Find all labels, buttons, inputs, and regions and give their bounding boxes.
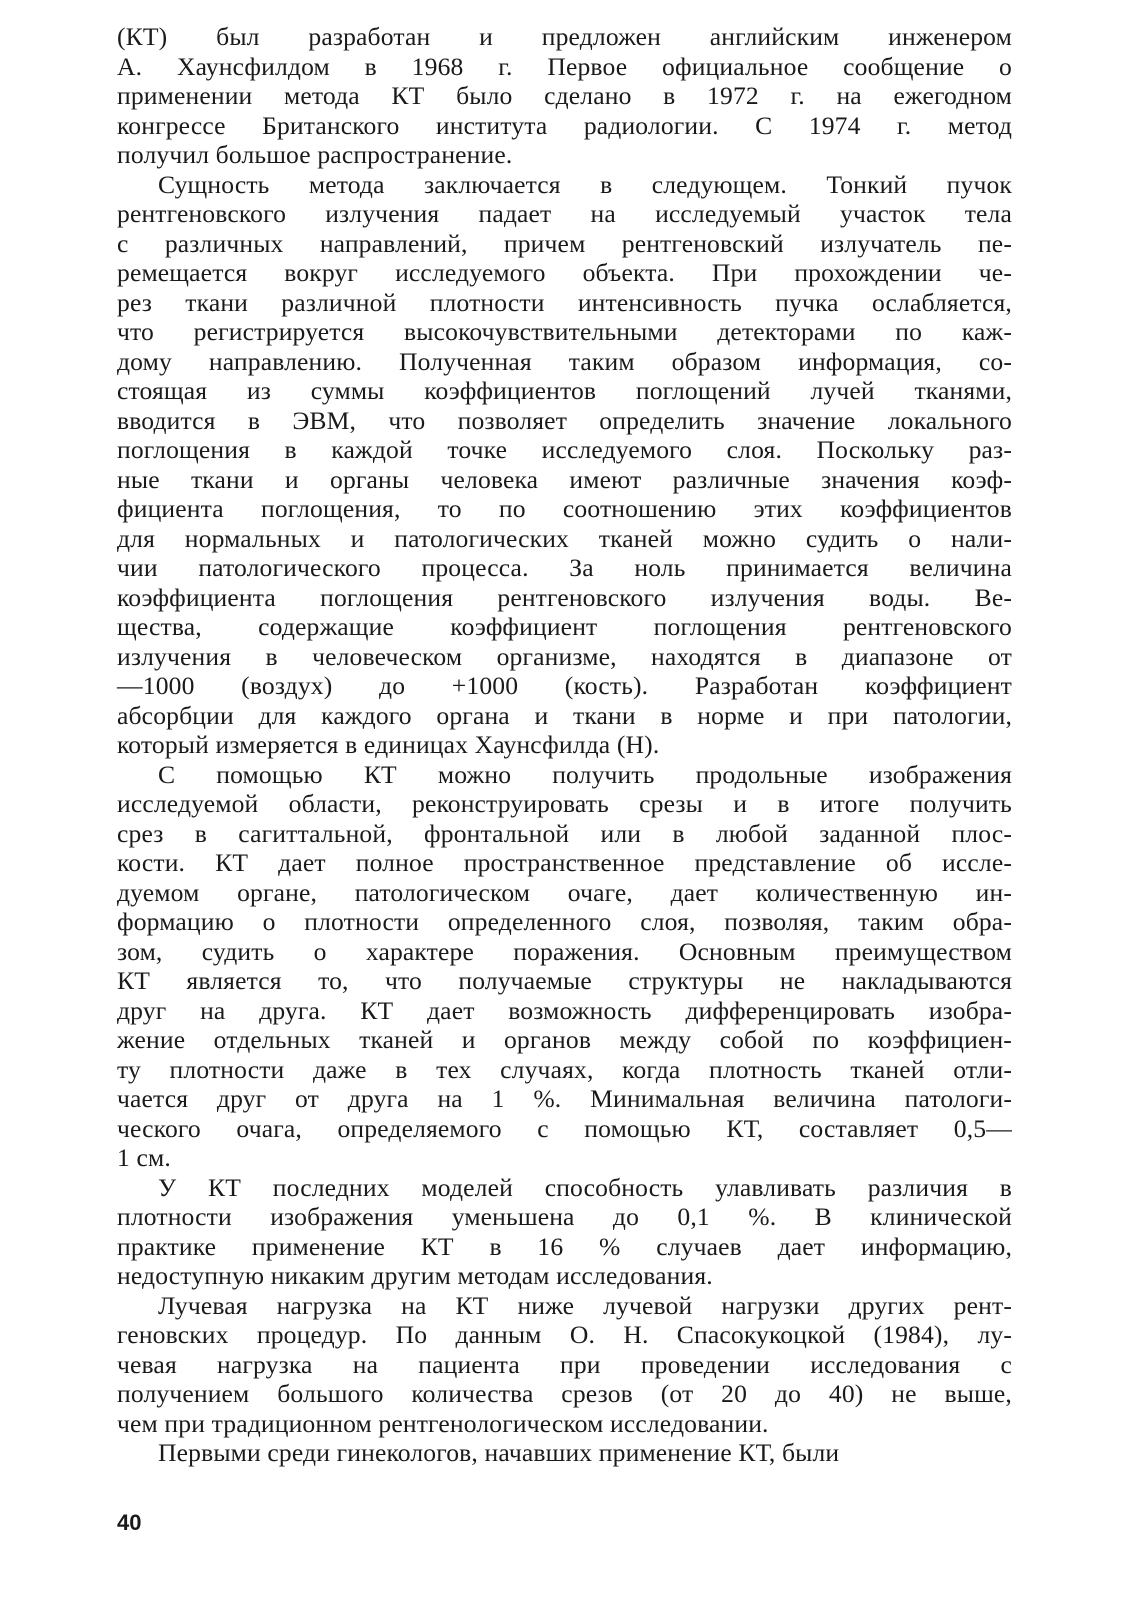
text-line: ту плотности даже в тех случаях, когда плотность тканей отли- [117, 1054, 1012, 1084]
text-line: дому направлению. Полученная таким образом информация, со- [117, 346, 1012, 376]
text-line: Сущность метода заключается в следующем. Тонкий пучок [158, 169, 1012, 199]
text-line: применении метода КТ было сделано в 1972 г. на ежегодном [117, 81, 1012, 110]
text-line: который измеряется в единицах Хаунсфилда (H). [117, 730, 660, 759]
text-line: что регистрируется высокочувствительными детекторами по каж- [117, 317, 1012, 346]
text-line: излучения в человеческом организме, находятся в диапазоне от [117, 641, 1012, 671]
paragraph [117, 1173, 1012, 1291]
text-line: недоступную никаким другим методам исследования. [117, 1261, 713, 1290]
paragraph [117, 760, 1012, 1173]
text-line: (КТ) был разработан и предложен английским инженером [117, 22, 1012, 51]
text-line: рез ткани различной плотности интенсивность пучка ослабляется, [117, 287, 1012, 317]
text-line: поглощения в каждой точке исследуемого слоя. Поскольку раз- [117, 435, 1012, 464]
text-line: ные ткани и органы человека имеют различные значения коэф- [117, 464, 1012, 494]
paragraph [117, 170, 1012, 760]
text-line: дуемом органе, патологическом очаге, дает количественную ин- [117, 877, 1012, 907]
text-line: КТ является то, что получаемые структуры не накладываются [117, 966, 1012, 995]
text-line: чии патологического процесса. За ноль принимается величина [117, 553, 1012, 582]
text-line: вводится в ЭВМ, что позволяет определить значение локального [117, 405, 1012, 435]
text-line: щества, содержащие коэффициент поглощения рентгеновского [117, 612, 1012, 641]
text-line: фициента поглощения, то по соотношению этих коэффициентов [117, 494, 1012, 523]
text-line: стоящая из суммы коэффициентов поглощений лучей тканями, [117, 376, 1012, 405]
text-line: конгрессе Британского института радиологии. С 1974 г. метод [117, 110, 1012, 140]
text-line: Лучевая нагрузка на КТ ниже лучевой нагрузки других рент- [158, 1290, 1012, 1320]
paragraph [117, 1438, 1012, 1468]
text-line: У КТ последних моделей способность улавливать различия в [158, 1172, 1012, 1202]
text-line: получением большого количества срезов (от 20 до 40) не выше, [117, 1379, 1012, 1408]
text-line: С помощью КТ можно получить продольные изображения [158, 759, 1012, 789]
text-line: ремещается вокруг исследуемого объекта. При прохождении че- [117, 258, 1012, 287]
text-line: чем при традиционном рентгенологическом исследовании. [117, 1408, 769, 1438]
text-line: практике применение КТ в 16 % случаев дает информацию, [117, 1231, 1012, 1261]
text-line: коэффициента поглощения рентгеновского излучения воды. Ве- [117, 582, 1012, 612]
text-line: Первыми среди гинекологов, начавших применение КТ, были [158, 1438, 840, 1467]
text-line: 1 см. [117, 1143, 171, 1172]
text-line: жение отдельных тканей и органов между собой по коэффициен- [117, 1025, 1012, 1054]
text-line: для нормальных и патологических тканей можно судить о нали- [117, 523, 1012, 553]
text-line: зом, судить о характере поражения. Основным преимуществом [117, 936, 1012, 966]
text-line: кости. КТ дает полное пространственное представление об иссле- [117, 848, 1012, 877]
text-line: —1000 (воздух) до +1000 (кость). Разработан коэффициент [117, 671, 1012, 700]
text-line: формацию о плотности определенного слоя, позволяя, таким обра- [117, 907, 1012, 936]
text-line: друг на друга. КТ дает возможность дифференцировать изобра- [117, 995, 1012, 1025]
page-number: 40 [117, 1510, 142, 1535]
paragraph [117, 1291, 1012, 1439]
text-line: А. Хаунсфилдом в 1968 г. Первое официальное сообщение о [117, 51, 1012, 81]
text-line: ческого очага, определяемого с помощью КТ, составляет 0,5— [117, 1113, 1012, 1143]
text-line: чевая нагрузка на пациента при проведении исследования с [117, 1349, 1012, 1379]
text-line: плотности изображения уменьшена до 0,1 %. В клинической [117, 1202, 1012, 1231]
text-line: с различных направлений, причем рентгеновский излучатель пе- [117, 228, 1012, 258]
text-line: получил большое распространение. [117, 140, 513, 169]
paragraph [117, 22, 1012, 170]
text-line: чается друг от друга на 1 %. Минимальная величина патологи- [117, 1084, 1012, 1113]
text-line: рентгеновского излучения падает на исследуемый участок тела [117, 199, 1012, 228]
text-line: срез в сагиттальной, фронтальной или в любой заданной плос- [117, 818, 1012, 848]
text-line: исследуемой области, реконструировать срезы и в итоге получить [117, 789, 1012, 818]
body-text [117, 22, 1012, 1468]
text-line: абсорбции для каждого органа и ткани в норме и при патологии, [117, 700, 1012, 730]
text-line: геновских процедур. По данным О. Н. Спасокукоцкой (1984), лу- [117, 1320, 1012, 1349]
